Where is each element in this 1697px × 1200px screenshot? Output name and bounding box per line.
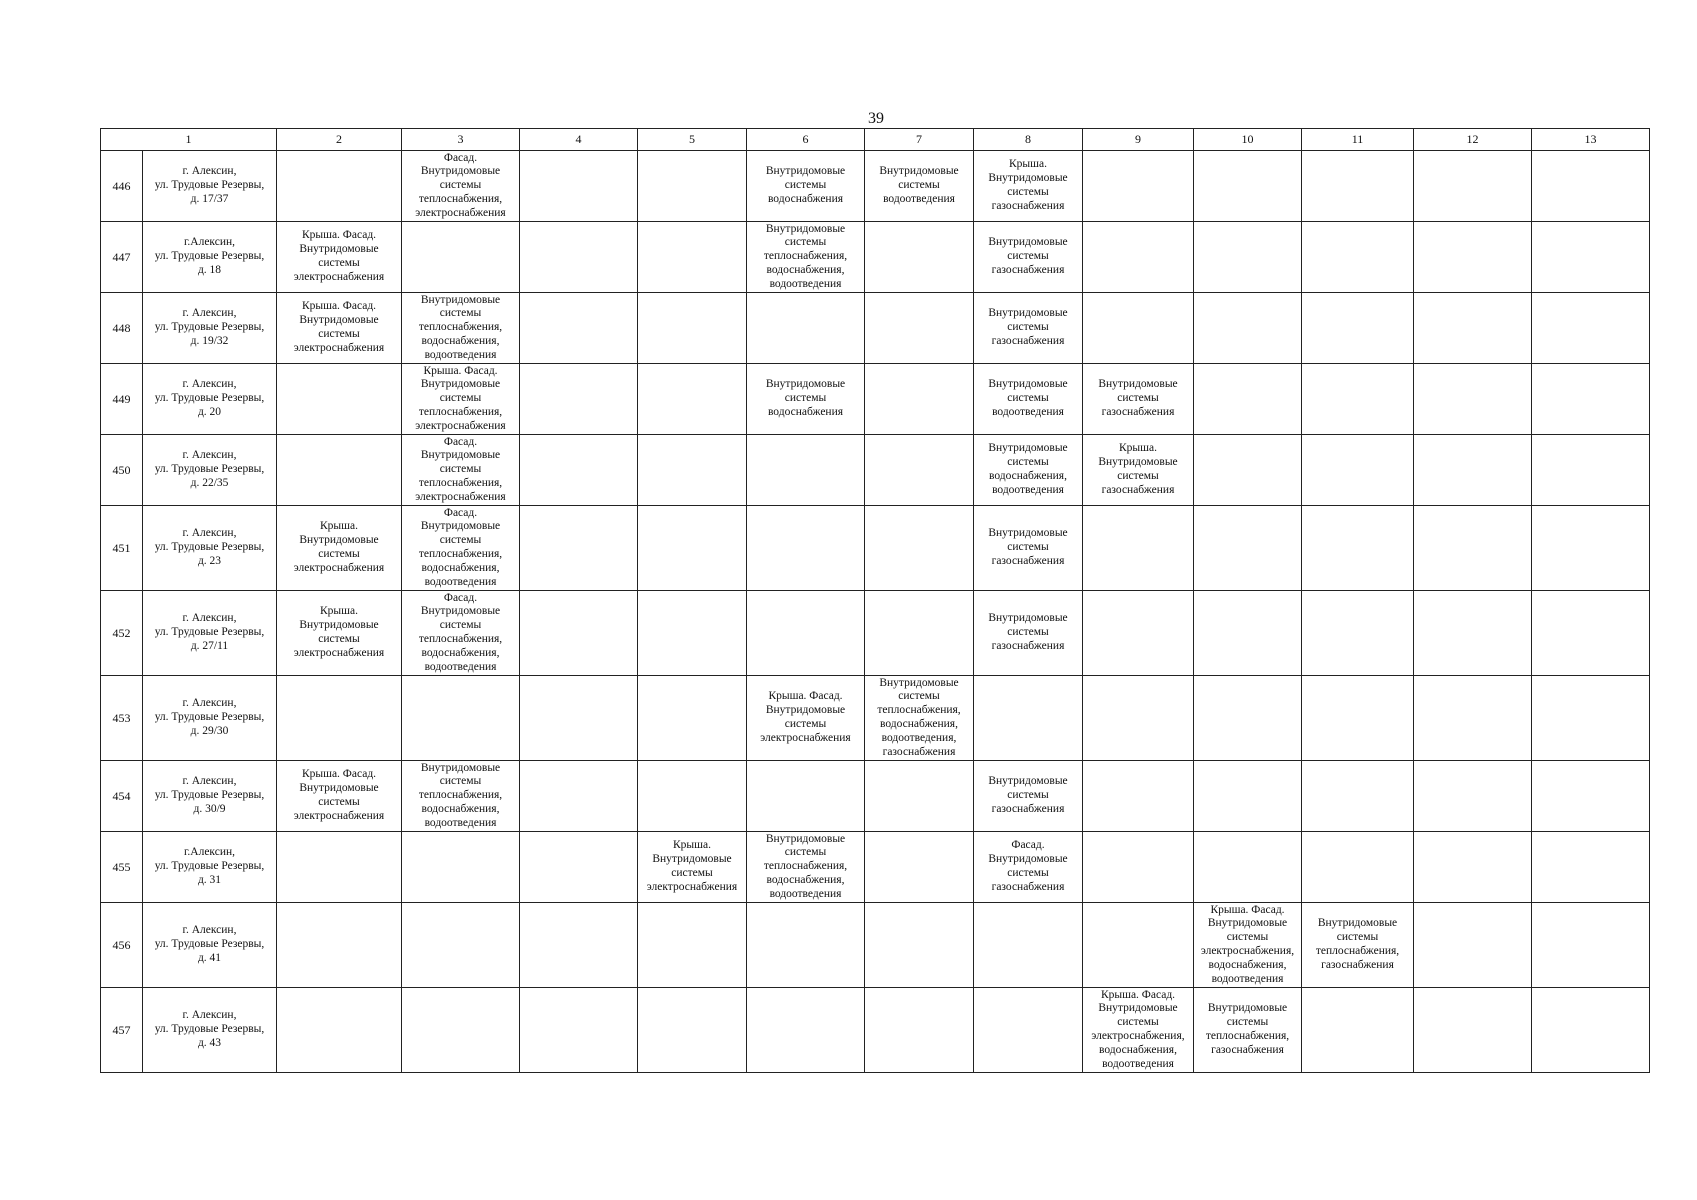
work-cell-col-12 <box>1414 293 1532 364</box>
work-cell-col-8 <box>974 988 1083 1073</box>
work-cell-col-7 <box>865 832 974 903</box>
work-cell-col-9 <box>1083 293 1194 364</box>
work-cell-col-7 <box>865 506 974 591</box>
work-cell-col-6: Внутридомовые системы водоснабжения <box>747 151 865 222</box>
work-cell-col-10 <box>1194 222 1302 293</box>
work-cell-col-8: Внутридомовые системы газоснабжения <box>974 293 1083 364</box>
address-cell: г. Алексин, ул. Трудовые Резервы, д. 20 <box>143 364 277 435</box>
row-number: 451 <box>101 506 143 591</box>
work-cell-col-12 <box>1414 506 1532 591</box>
work-cell-col-6: Внутридомовые системы теплоснабжения, водоснабжения, водоотведения <box>747 222 865 293</box>
work-cell-col-3: Фасад. Внутридомовые системы теплоснабжения, электроснабжения <box>402 151 520 222</box>
work-cell-col-7 <box>865 591 974 676</box>
address-cell: г. Алексин, ул. Трудовые Резервы, д. 29/30 <box>143 676 277 761</box>
work-cell-col-12 <box>1414 222 1532 293</box>
table-header <box>101 129 1650 151</box>
work-cell-col-13 <box>1532 903 1650 988</box>
work-cell-col-7 <box>865 988 974 1073</box>
work-cell-col-2 <box>277 988 402 1073</box>
table-row <box>101 293 1650 364</box>
work-cell-col-6: Крыша. Фасад. Внутридомовые системы электроснабжения <box>747 676 865 761</box>
column-header: 6 <box>747 129 865 151</box>
work-cell-col-4 <box>520 293 638 364</box>
work-cell-col-4 <box>520 364 638 435</box>
work-cell-col-3: Фасад. Внутридомовые системы теплоснабжения, электроснабжения <box>402 435 520 506</box>
work-cell-col-8 <box>974 903 1083 988</box>
table-row <box>101 364 1650 435</box>
work-cell-col-2 <box>277 832 402 903</box>
work-cell-col-13 <box>1532 832 1650 903</box>
work-cell-col-8: Внутридомовые системы газоснабжения <box>974 222 1083 293</box>
table-row <box>101 591 1650 676</box>
work-cell-col-9 <box>1083 903 1194 988</box>
work-cell-col-2 <box>277 364 402 435</box>
work-cell-col-6 <box>747 293 865 364</box>
work-cell-col-9 <box>1083 506 1194 591</box>
work-cell-col-5 <box>638 151 747 222</box>
work-cell-col-7 <box>865 435 974 506</box>
work-cell-col-4 <box>520 903 638 988</box>
work-cell-col-11 <box>1302 676 1414 761</box>
work-cell-col-6 <box>747 506 865 591</box>
work-cell-col-13 <box>1532 761 1650 832</box>
work-cell-col-8: Фасад. Внутридомовые системы газоснабжения <box>974 832 1083 903</box>
work-cell-col-13 <box>1532 988 1650 1073</box>
work-cell-col-5 <box>638 222 747 293</box>
work-cell-col-6 <box>747 903 865 988</box>
work-cell-col-6 <box>747 591 865 676</box>
table-row <box>101 832 1650 903</box>
work-cell-col-10 <box>1194 761 1302 832</box>
work-cell-col-9: Крыша. Фасад. Внутридомовые системы электроснабжения, водоснабжения, водоотведения <box>1083 988 1194 1073</box>
work-cell-col-7 <box>865 761 974 832</box>
work-cell-col-12 <box>1414 676 1532 761</box>
work-cell-col-12 <box>1414 903 1532 988</box>
work-cell-col-11 <box>1302 435 1414 506</box>
work-cell-col-10: Внутридомовые системы теплоснабжения, газоснабжения <box>1194 988 1302 1073</box>
work-cell-col-7 <box>865 903 974 988</box>
column-header: 9 <box>1083 129 1194 151</box>
work-cell-col-10 <box>1194 506 1302 591</box>
work-cell-col-5 <box>638 506 747 591</box>
work-cell-col-12 <box>1414 435 1532 506</box>
work-cell-col-8: Внутридомовые системы газоснабжения <box>974 591 1083 676</box>
work-cell-col-11 <box>1302 761 1414 832</box>
work-cell-col-2 <box>277 903 402 988</box>
work-cell-col-13 <box>1532 151 1650 222</box>
work-cell-col-3 <box>402 903 520 988</box>
row-number: 457 <box>101 988 143 1073</box>
page-number: 39 <box>868 110 884 127</box>
work-cell-col-12 <box>1414 832 1532 903</box>
work-cell-col-2 <box>277 151 402 222</box>
table-row <box>101 151 1650 222</box>
work-cell-col-8: Крыша. Внутридомовые системы газоснабжения <box>974 151 1083 222</box>
work-cell-col-4 <box>520 435 638 506</box>
column-header: 11 <box>1302 129 1414 151</box>
work-cell-col-5 <box>638 903 747 988</box>
address-cell: г. Алексин, ул. Трудовые Резервы, д. 43 <box>143 988 277 1073</box>
table-row <box>101 903 1650 988</box>
work-cell-col-2: Крыша. Фасад. Внутридомовые системы электроснабжения <box>277 222 402 293</box>
address-cell: г. Алексин, ул. Трудовые Резервы, д. 27/11 <box>143 591 277 676</box>
column-number-row <box>101 129 1650 151</box>
work-cell-col-12 <box>1414 364 1532 435</box>
work-cell-col-2: Крыша. Внутридомовые системы электроснабжения <box>277 506 402 591</box>
table-row <box>101 761 1650 832</box>
work-cell-col-8: Внутридомовые системы газоснабжения <box>974 506 1083 591</box>
work-cell-col-10 <box>1194 676 1302 761</box>
work-cell-col-10 <box>1194 293 1302 364</box>
work-cell-col-10 <box>1194 832 1302 903</box>
row-number: 452 <box>101 591 143 676</box>
work-cell-col-4 <box>520 222 638 293</box>
work-cell-col-2: Крыша. Фасад. Внутридомовые системы электроснабжения <box>277 761 402 832</box>
work-cell-col-11 <box>1302 506 1414 591</box>
work-cell-col-3 <box>402 832 520 903</box>
row-number: 449 <box>101 364 143 435</box>
address-cell: г. Алексин, ул. Трудовые Резервы, д. 19/32 <box>143 293 277 364</box>
work-cell-col-6 <box>747 761 865 832</box>
address-cell: г. Алексин, ул. Трудовые Резервы, д. 30/9 <box>143 761 277 832</box>
work-cell-col-2 <box>277 435 402 506</box>
work-cell-col-12 <box>1414 151 1532 222</box>
work-cell-col-8: Внутридомовые системы водоотведения <box>974 364 1083 435</box>
work-cell-col-11: Внутридомовые системы теплоснабжения, газоснабжения <box>1302 903 1414 988</box>
work-cell-col-9 <box>1083 222 1194 293</box>
work-cell-col-5 <box>638 988 747 1073</box>
work-cell-col-11 <box>1302 591 1414 676</box>
work-cell-col-4 <box>520 676 638 761</box>
work-cell-col-6 <box>747 435 865 506</box>
work-cell-col-10 <box>1194 364 1302 435</box>
work-cell-col-11 <box>1302 293 1414 364</box>
row-number: 450 <box>101 435 143 506</box>
column-header: 2 <box>277 129 402 151</box>
row-number: 455 <box>101 832 143 903</box>
work-cell-col-7: Внутридомовые системы теплоснабжения, водоснабжения, водоотведения, газоснабжения <box>865 676 974 761</box>
work-cell-col-7 <box>865 222 974 293</box>
address-cell: г. Алексин, ул. Трудовые Резервы, д. 41 <box>143 903 277 988</box>
row-number: 447 <box>101 222 143 293</box>
work-cell-col-9: Крыша. Внутридомовые системы газоснабжения <box>1083 435 1194 506</box>
work-cell-col-10 <box>1194 591 1302 676</box>
work-cell-col-4 <box>520 832 638 903</box>
work-cell-col-3: Внутридомовые системы теплоснабжения, водоснабжения, водоотведения <box>402 761 520 832</box>
work-cell-col-5: Крыша. Внутридомовые системы электроснабжения <box>638 832 747 903</box>
work-cell-col-12 <box>1414 591 1532 676</box>
repair-schedule-table <box>100 128 1650 1073</box>
work-cell-col-2 <box>277 676 402 761</box>
column-header: 13 <box>1532 129 1650 151</box>
column-header: 5 <box>638 129 747 151</box>
row-number: 446 <box>101 151 143 222</box>
table-body <box>101 151 1650 1073</box>
work-cell-col-6: Внутридомовые системы водоснабжения <box>747 364 865 435</box>
work-cell-col-13 <box>1532 435 1650 506</box>
work-cell-col-10 <box>1194 435 1302 506</box>
work-cell-col-3: Крыша. Фасад. Внутридомовые системы теплоснабжения, электроснабжения <box>402 364 520 435</box>
work-cell-col-10 <box>1194 151 1302 222</box>
work-cell-col-6: Внутридомовые системы теплоснабжения, водоснабжения, водоотведения <box>747 832 865 903</box>
work-cell-col-5 <box>638 676 747 761</box>
column-header: 4 <box>520 129 638 151</box>
work-cell-col-8: Внутридомовые системы газоснабжения <box>974 761 1083 832</box>
work-cell-col-9 <box>1083 676 1194 761</box>
column-header: 1 <box>101 129 277 151</box>
address-cell: г. Алексин, ул. Трудовые Резервы, д. 23 <box>143 506 277 591</box>
work-cell-col-10: Крыша. Фасад. Внутридомовые системы электроснабжения, водоснабжения, водоотведения <box>1194 903 1302 988</box>
work-cell-col-11 <box>1302 364 1414 435</box>
work-cell-col-13 <box>1532 222 1650 293</box>
row-number: 456 <box>101 903 143 988</box>
column-header: 7 <box>865 129 974 151</box>
work-cell-col-11 <box>1302 988 1414 1073</box>
work-cell-col-11 <box>1302 832 1414 903</box>
column-header: 3 <box>402 129 520 151</box>
work-cell-col-9 <box>1083 832 1194 903</box>
work-cell-col-13 <box>1532 591 1650 676</box>
work-cell-col-4 <box>520 506 638 591</box>
address-cell: г.Алексин, ул. Трудовые Резервы, д. 31 <box>143 832 277 903</box>
work-cell-col-9 <box>1083 591 1194 676</box>
column-header: 8 <box>974 129 1083 151</box>
work-cell-col-6 <box>747 988 865 1073</box>
row-number: 454 <box>101 761 143 832</box>
work-cell-col-4 <box>520 591 638 676</box>
work-cell-col-4 <box>520 151 638 222</box>
work-cell-col-5 <box>638 761 747 832</box>
work-cell-col-13 <box>1532 676 1650 761</box>
table-row <box>101 506 1650 591</box>
table-row <box>101 988 1650 1073</box>
work-cell-col-7 <box>865 293 974 364</box>
work-cell-col-4 <box>520 761 638 832</box>
work-cell-col-8 <box>974 676 1083 761</box>
work-cell-col-11 <box>1302 151 1414 222</box>
address-cell: г.Алексин, ул. Трудовые Резервы, д. 18 <box>143 222 277 293</box>
work-cell-col-9: Внутридомовые системы газоснабжения <box>1083 364 1194 435</box>
work-cell-col-3: Фасад. Внутридомовые системы теплоснабжения, водоснабжения, водоотведения <box>402 591 520 676</box>
work-cell-col-5 <box>638 435 747 506</box>
work-cell-col-7 <box>865 364 974 435</box>
work-cell-col-11 <box>1302 222 1414 293</box>
column-header: 12 <box>1414 129 1532 151</box>
work-cell-col-7: Внутридомовые системы водоотведения <box>865 151 974 222</box>
work-cell-col-3: Внутридомовые системы теплоснабжения, водоснабжения, водоотведения <box>402 293 520 364</box>
work-cell-col-2: Крыша. Внутридомовые системы электроснабжения <box>277 591 402 676</box>
work-cell-col-13 <box>1532 506 1650 591</box>
work-cell-col-12 <box>1414 761 1532 832</box>
work-cell-col-3 <box>402 222 520 293</box>
column-header: 10 <box>1194 129 1302 151</box>
row-number: 448 <box>101 293 143 364</box>
table-row <box>101 676 1650 761</box>
work-cell-col-12 <box>1414 988 1532 1073</box>
table-row <box>101 222 1650 293</box>
work-cell-col-9 <box>1083 151 1194 222</box>
row-number: 453 <box>101 676 143 761</box>
work-cell-col-2: Крыша. Фасад. Внутридомовые системы электроснабжения <box>277 293 402 364</box>
work-cell-col-3 <box>402 988 520 1073</box>
work-cell-col-3: Фасад. Внутридомовые системы теплоснабжения, водоснабжения, водоотведения <box>402 506 520 591</box>
work-cell-col-5 <box>638 591 747 676</box>
table-row <box>101 435 1650 506</box>
work-cell-col-5 <box>638 293 747 364</box>
work-cell-col-8: Внутридомовые системы водоснабжения, водоотведения <box>974 435 1083 506</box>
work-cell-col-13 <box>1532 293 1650 364</box>
work-cell-col-3 <box>402 676 520 761</box>
work-cell-col-9 <box>1083 761 1194 832</box>
address-cell: г. Алексин, ул. Трудовые Резервы, д. 17/37 <box>143 151 277 222</box>
work-cell-col-13 <box>1532 364 1650 435</box>
work-cell-col-4 <box>520 988 638 1073</box>
work-cell-col-5 <box>638 364 747 435</box>
address-cell: г. Алексин, ул. Трудовые Резервы, д. 22/35 <box>143 435 277 506</box>
